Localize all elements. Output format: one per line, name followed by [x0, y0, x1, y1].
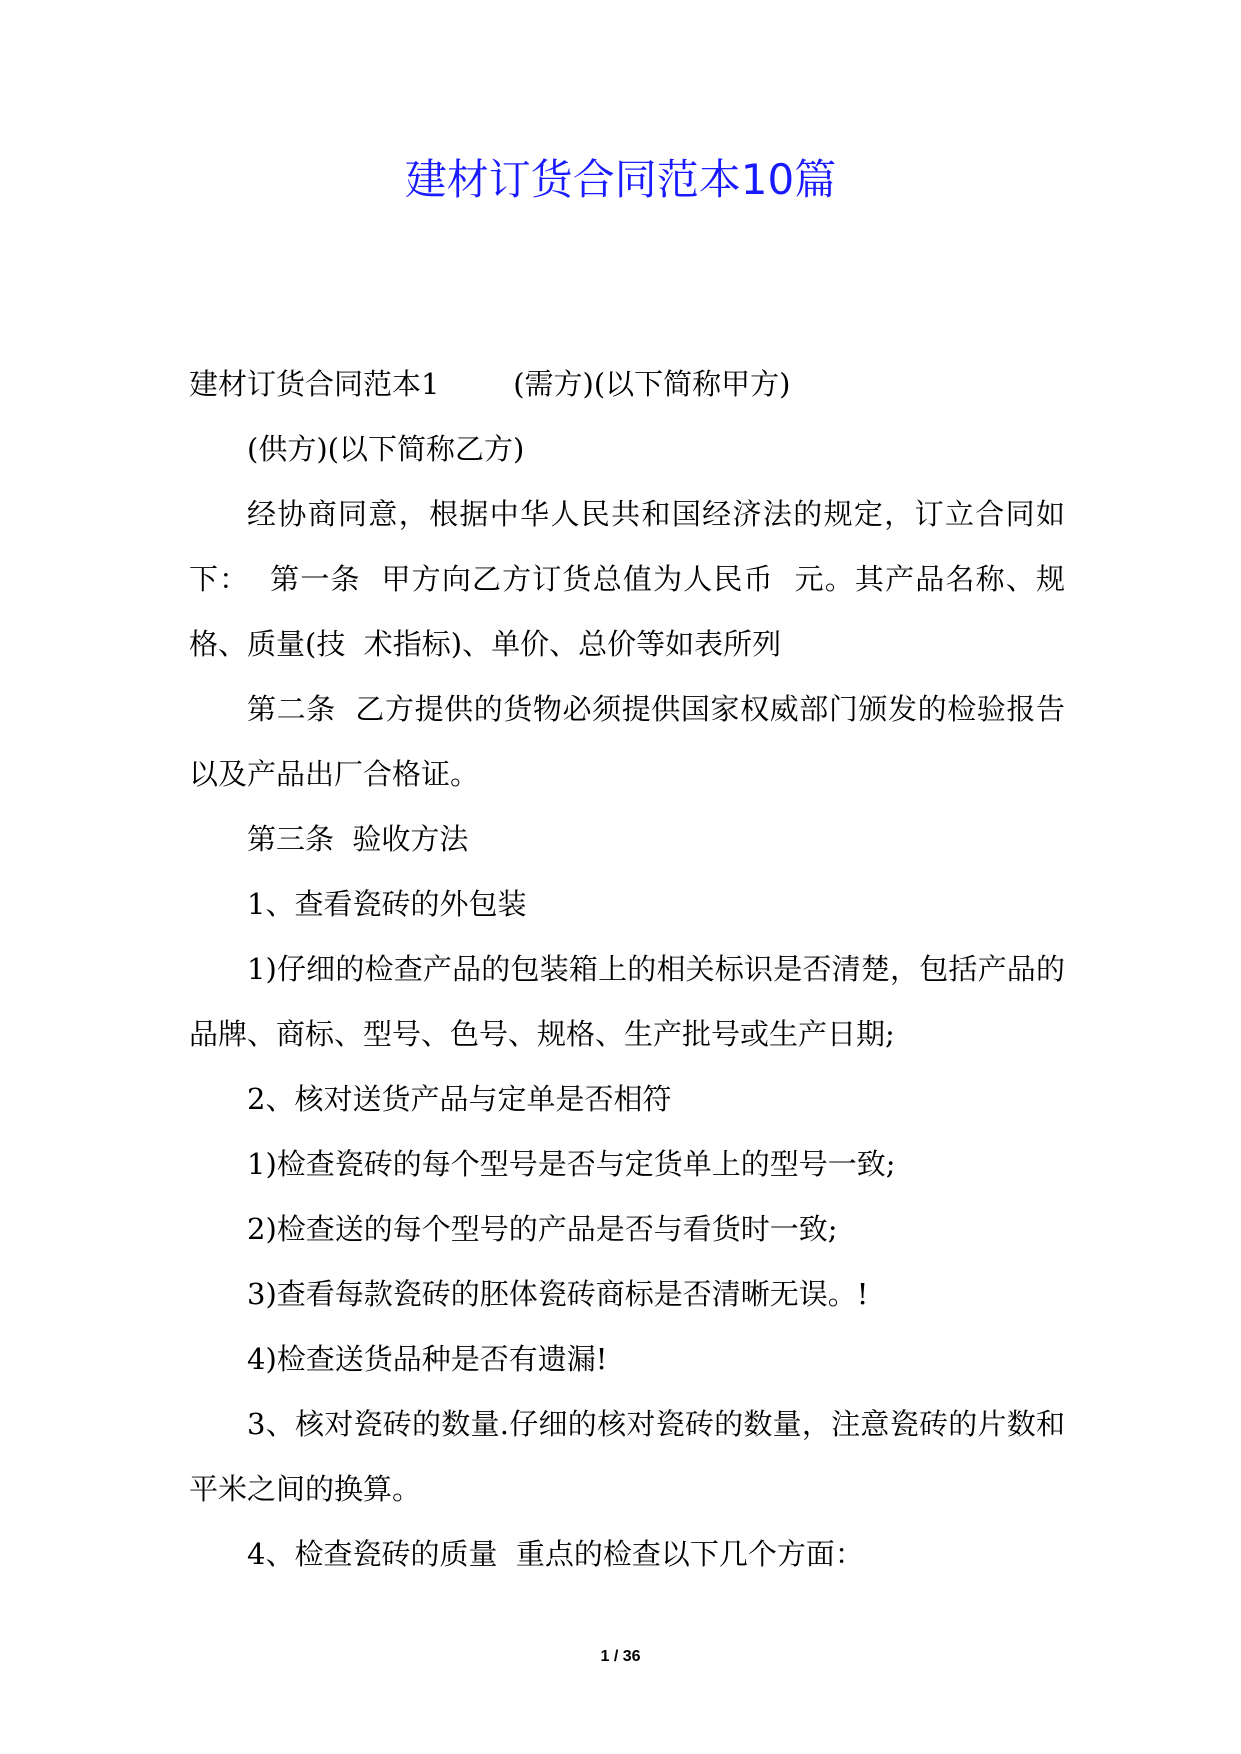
paragraph-8: 2、核对送货产品与定单是否相符: [247, 1082, 672, 1116]
page-number: 1 / 36: [600, 1648, 641, 1665]
paragraph-13: 3、核对瓷砖的数量.仔细的核对瓷砖的数量，注意瓷砖的片数和平米之间的换算。: [189, 1407, 1065, 1506]
paragraph-11: 3)查看每款瓷砖的胚体瓷砖商标是否清晰无误。!: [247, 1277, 869, 1311]
document-body: [189, 352, 1065, 1587]
paragraph-9: 1)检查瓷砖的每个型号是否与定货单上的型号一致;: [247, 1147, 896, 1181]
paragraph-5: 第三条 验收方法: [247, 822, 469, 856]
paragraph-14: 4、检查瓷砖的质量 重点的检查以下几个方面：: [247, 1537, 864, 1571]
paragraph-6: 1、查看瓷砖的外包装: [247, 887, 527, 921]
paragraph-4: 第二条 乙方提供的货物必须提供国家权威部门颁发的检验报告以及产品出厂合格证。: [189, 692, 1065, 791]
paragraph-10: 2)检查送的每个型号的产品是否与看货时一致;: [247, 1212, 838, 1246]
paragraph-12: 4)检查送货品种是否有遗漏!: [247, 1342, 608, 1376]
paragraph-1: 建材订货合同范本1 (需方)(以下简称甲方): [189, 367, 791, 401]
paragraph-2: (供方)(以下简称乙方): [247, 432, 525, 466]
document-title: 建材订货合同范本10篇: [404, 155, 837, 204]
paragraph-7: 1)仔细的检查产品的包装箱上的相关标识是否清楚，包括产品的品牌、商标、型号、色号、规格、生产批号或生产日期;: [189, 952, 1065, 1051]
paragraph-3: 经协商同意，根据中华人民共和国经济法的规定，订立合同如下： 第一条 甲方向乙方订货总值为人民币 元。其产品名称、规格、质量(技 术指标)、单价、总价等如表所列: [189, 497, 1065, 661]
